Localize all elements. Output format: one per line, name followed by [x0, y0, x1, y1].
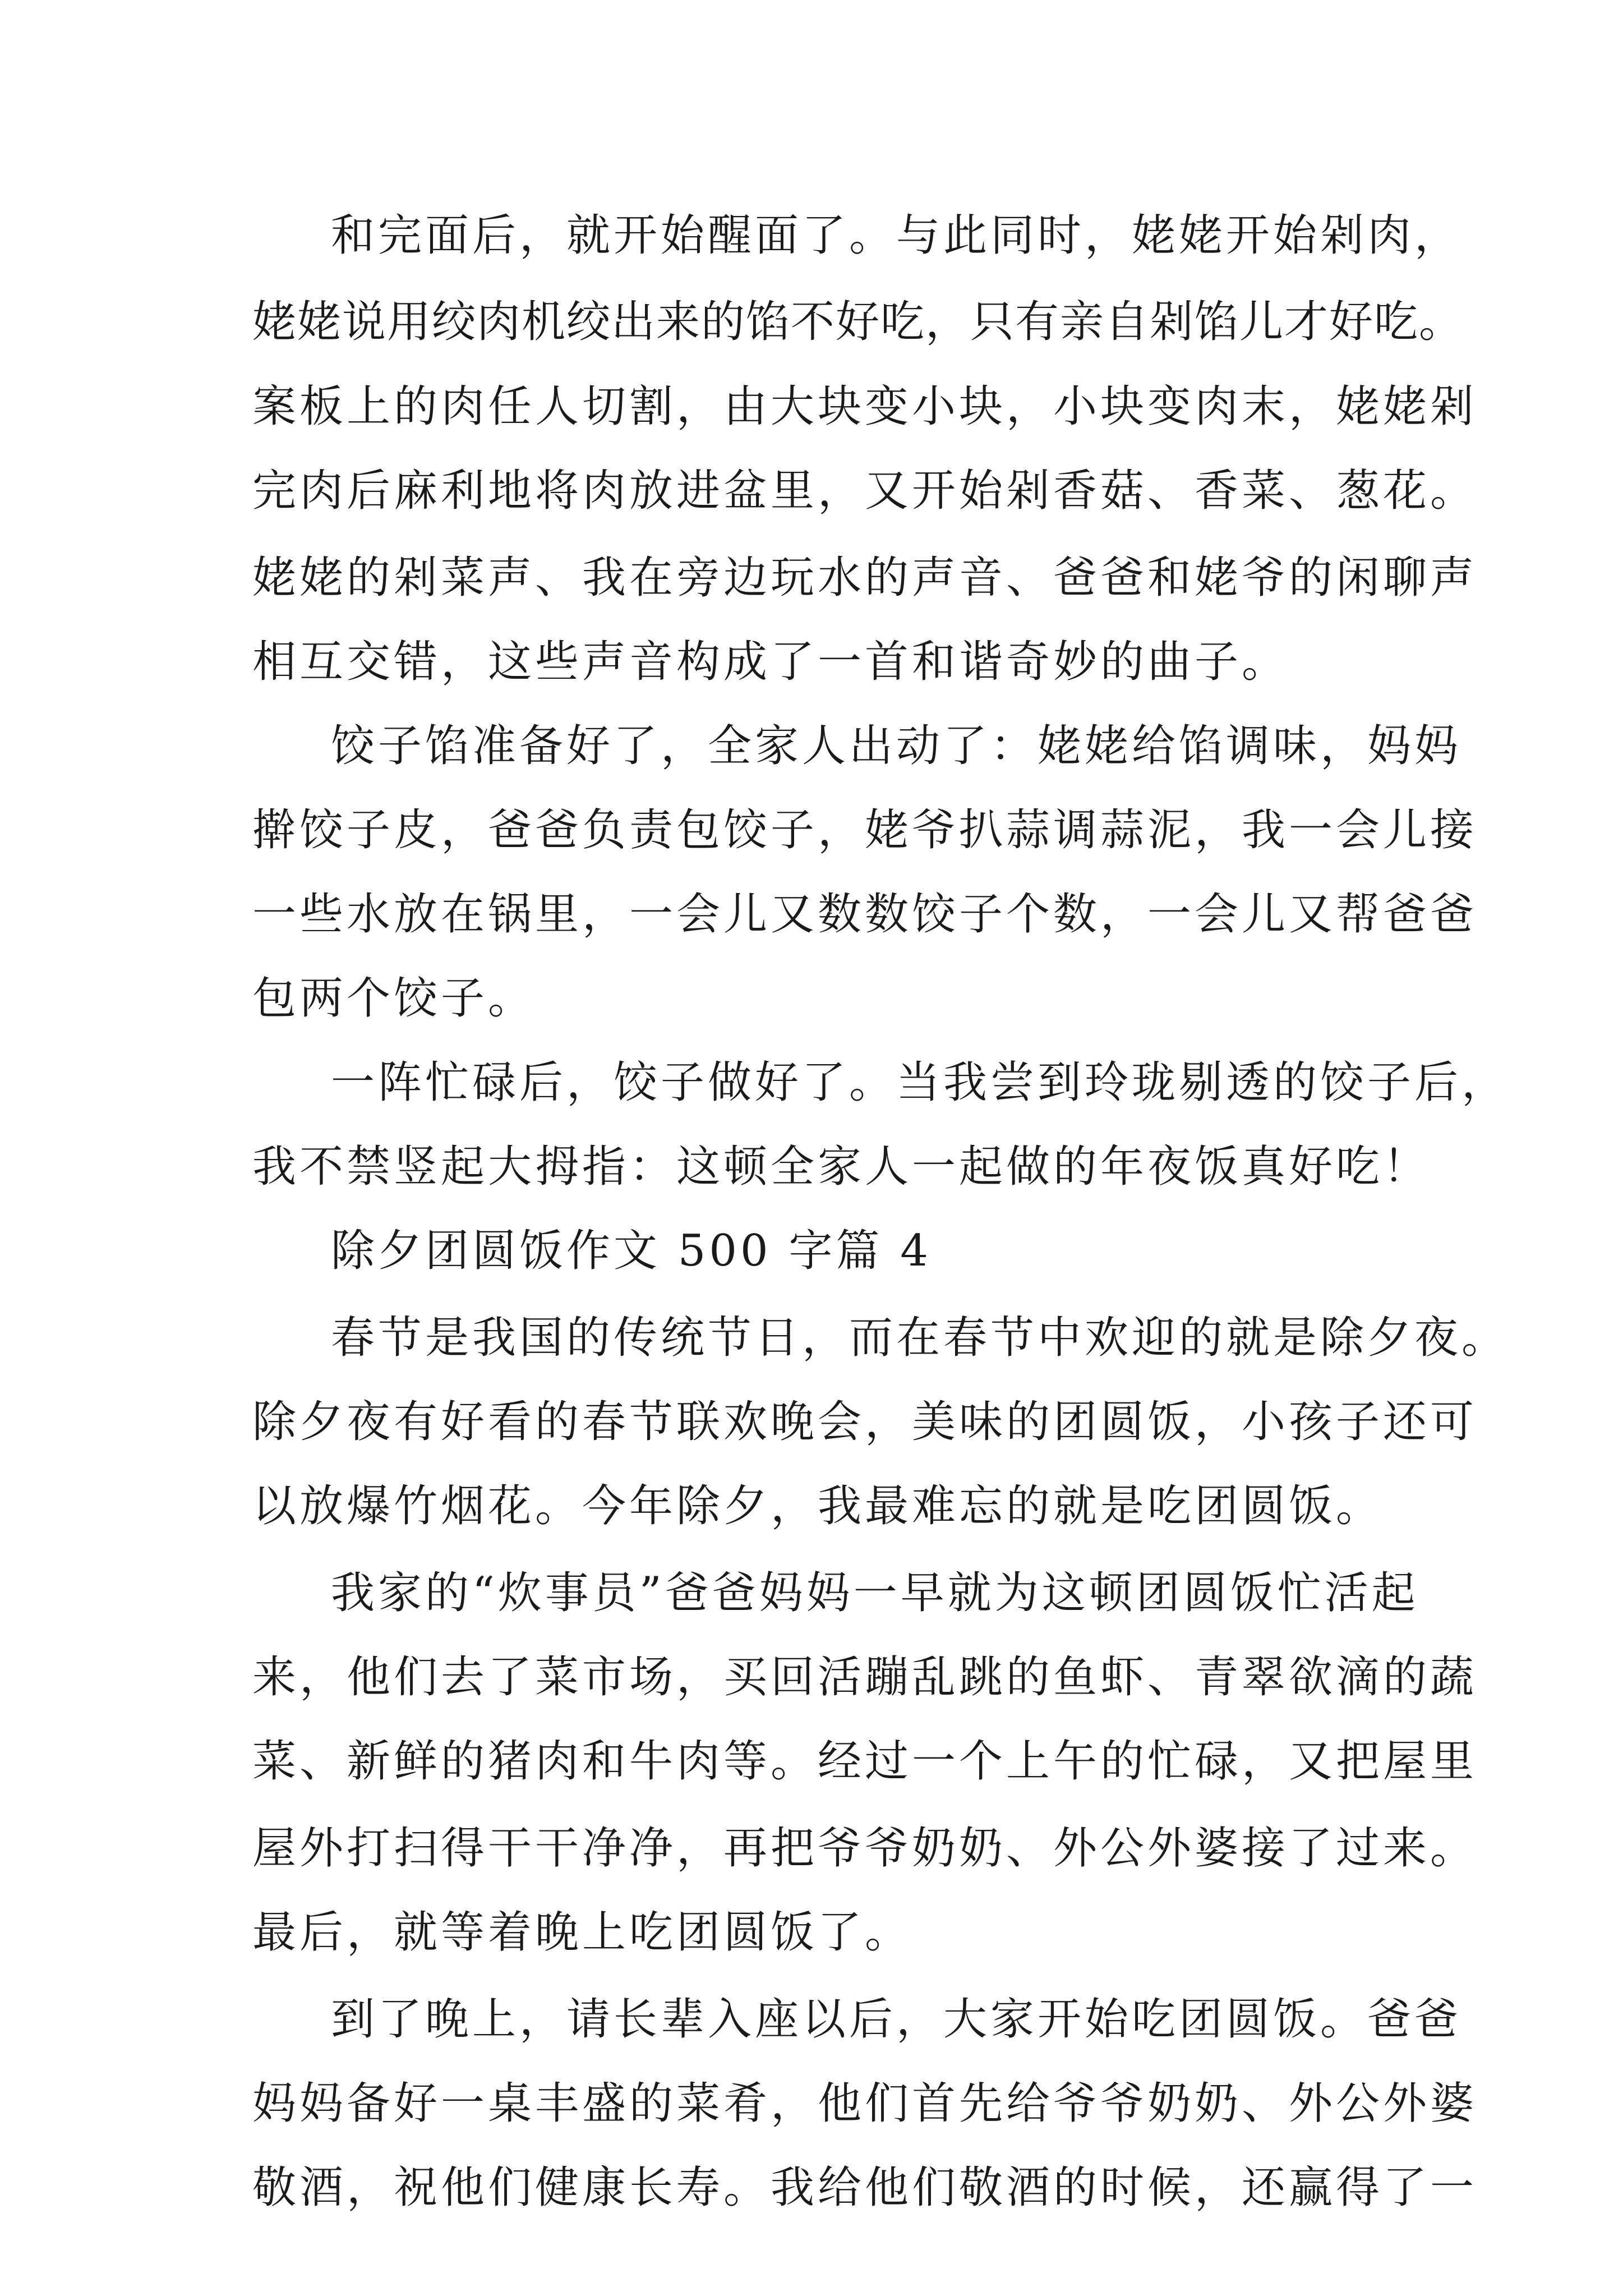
text-line: 除夕夜有好看的春节联欢晚会，美味的团圆饭，小孩子还可	[252, 1397, 1478, 1447]
text-line: 最后，就等着晚上吃团圆饭了。	[252, 1907, 912, 1958]
text-line: 我家的“炊事员”爸爸妈妈一早就为这顿团圆饭忙活起	[331, 1568, 1419, 1618]
text-line: 一阵忙碌后，饺子做好了。当我尝到玲珑剔透的饺子后，	[331, 1057, 1509, 1108]
text-line: 菜、新鲜的猪肉和牛肉等。经过一个上午的忙碌，又把屋里	[252, 1736, 1478, 1787]
text-line: 包两个饺子。	[252, 973, 536, 1024]
text-line: 春节是我国的传统节日，而在春节中欢迎的就是除夕夜。	[331, 1313, 1509, 1363]
text-line: 来，他们去了菜市场，买回活蹦乱跳的鱼虾、青翠欲滴的蔬	[252, 1652, 1478, 1703]
text-line: 和完面后，就开始醒面了。与此同时，姥姥开始剁肉，	[331, 210, 1462, 261]
text-line: 屋外打扫得干干净净，再把爷爷奶奶、外公外婆接了过来。	[252, 1823, 1478, 1874]
text-line: 敬酒，祝他们健康长寿。我给他们敬酒的时候，还赢得了一	[252, 2162, 1478, 2213]
text-line: 我不禁竖起大拇指：这顿全家人一起做的年夜饭真好吃！	[252, 1142, 1431, 1192]
text-line: 到了晚上，请长辈入座以后，大家开始吃团圆饭。爸爸	[331, 1994, 1462, 2045]
text-line: 姥姥说用绞肉机绞出来的馅不好吃，只有亲自剁馅儿才好吃。	[252, 297, 1464, 347]
text-line: 相互交错，这些声音构成了一首和谐奇妙的曲子。	[252, 637, 1289, 687]
text-line: 完肉后麻利地将肉放进盆里，又开始剁香菇、香菜、葱花。	[252, 466, 1478, 516]
text-line: 姥姥的剁菜声、我在旁边玩水的声音、爸爸和姥爷的闲聊声	[252, 553, 1478, 603]
text-line: 饺子馅准备好了，全家人出动了：姥姥给馅调味，妈妈	[331, 721, 1462, 771]
text-line: 擀饺子皮，爸爸负责包饺子，姥爷扒蒜调蒜泥，我一会儿接	[252, 805, 1478, 855]
text-line: 以放爆竹烟花。今年除夕，我最难忘的就是吃团圆饭。	[252, 1481, 1384, 1531]
section-heading: 除夕团圆饭作文 500 字篇 4	[331, 1226, 932, 1276]
text-line: 妈妈备好一桌丰盛的菜肴，他们首先给爷爷奶奶、外公外婆	[252, 2078, 1478, 2129]
text-line: 案板上的肉任人切割，由大块变小块，小块变肉末，姥姥剁	[252, 381, 1478, 432]
text-line: 一些水放在锅里，一会儿又数数饺子个数，一会儿又帮爸爸	[252, 889, 1478, 940]
